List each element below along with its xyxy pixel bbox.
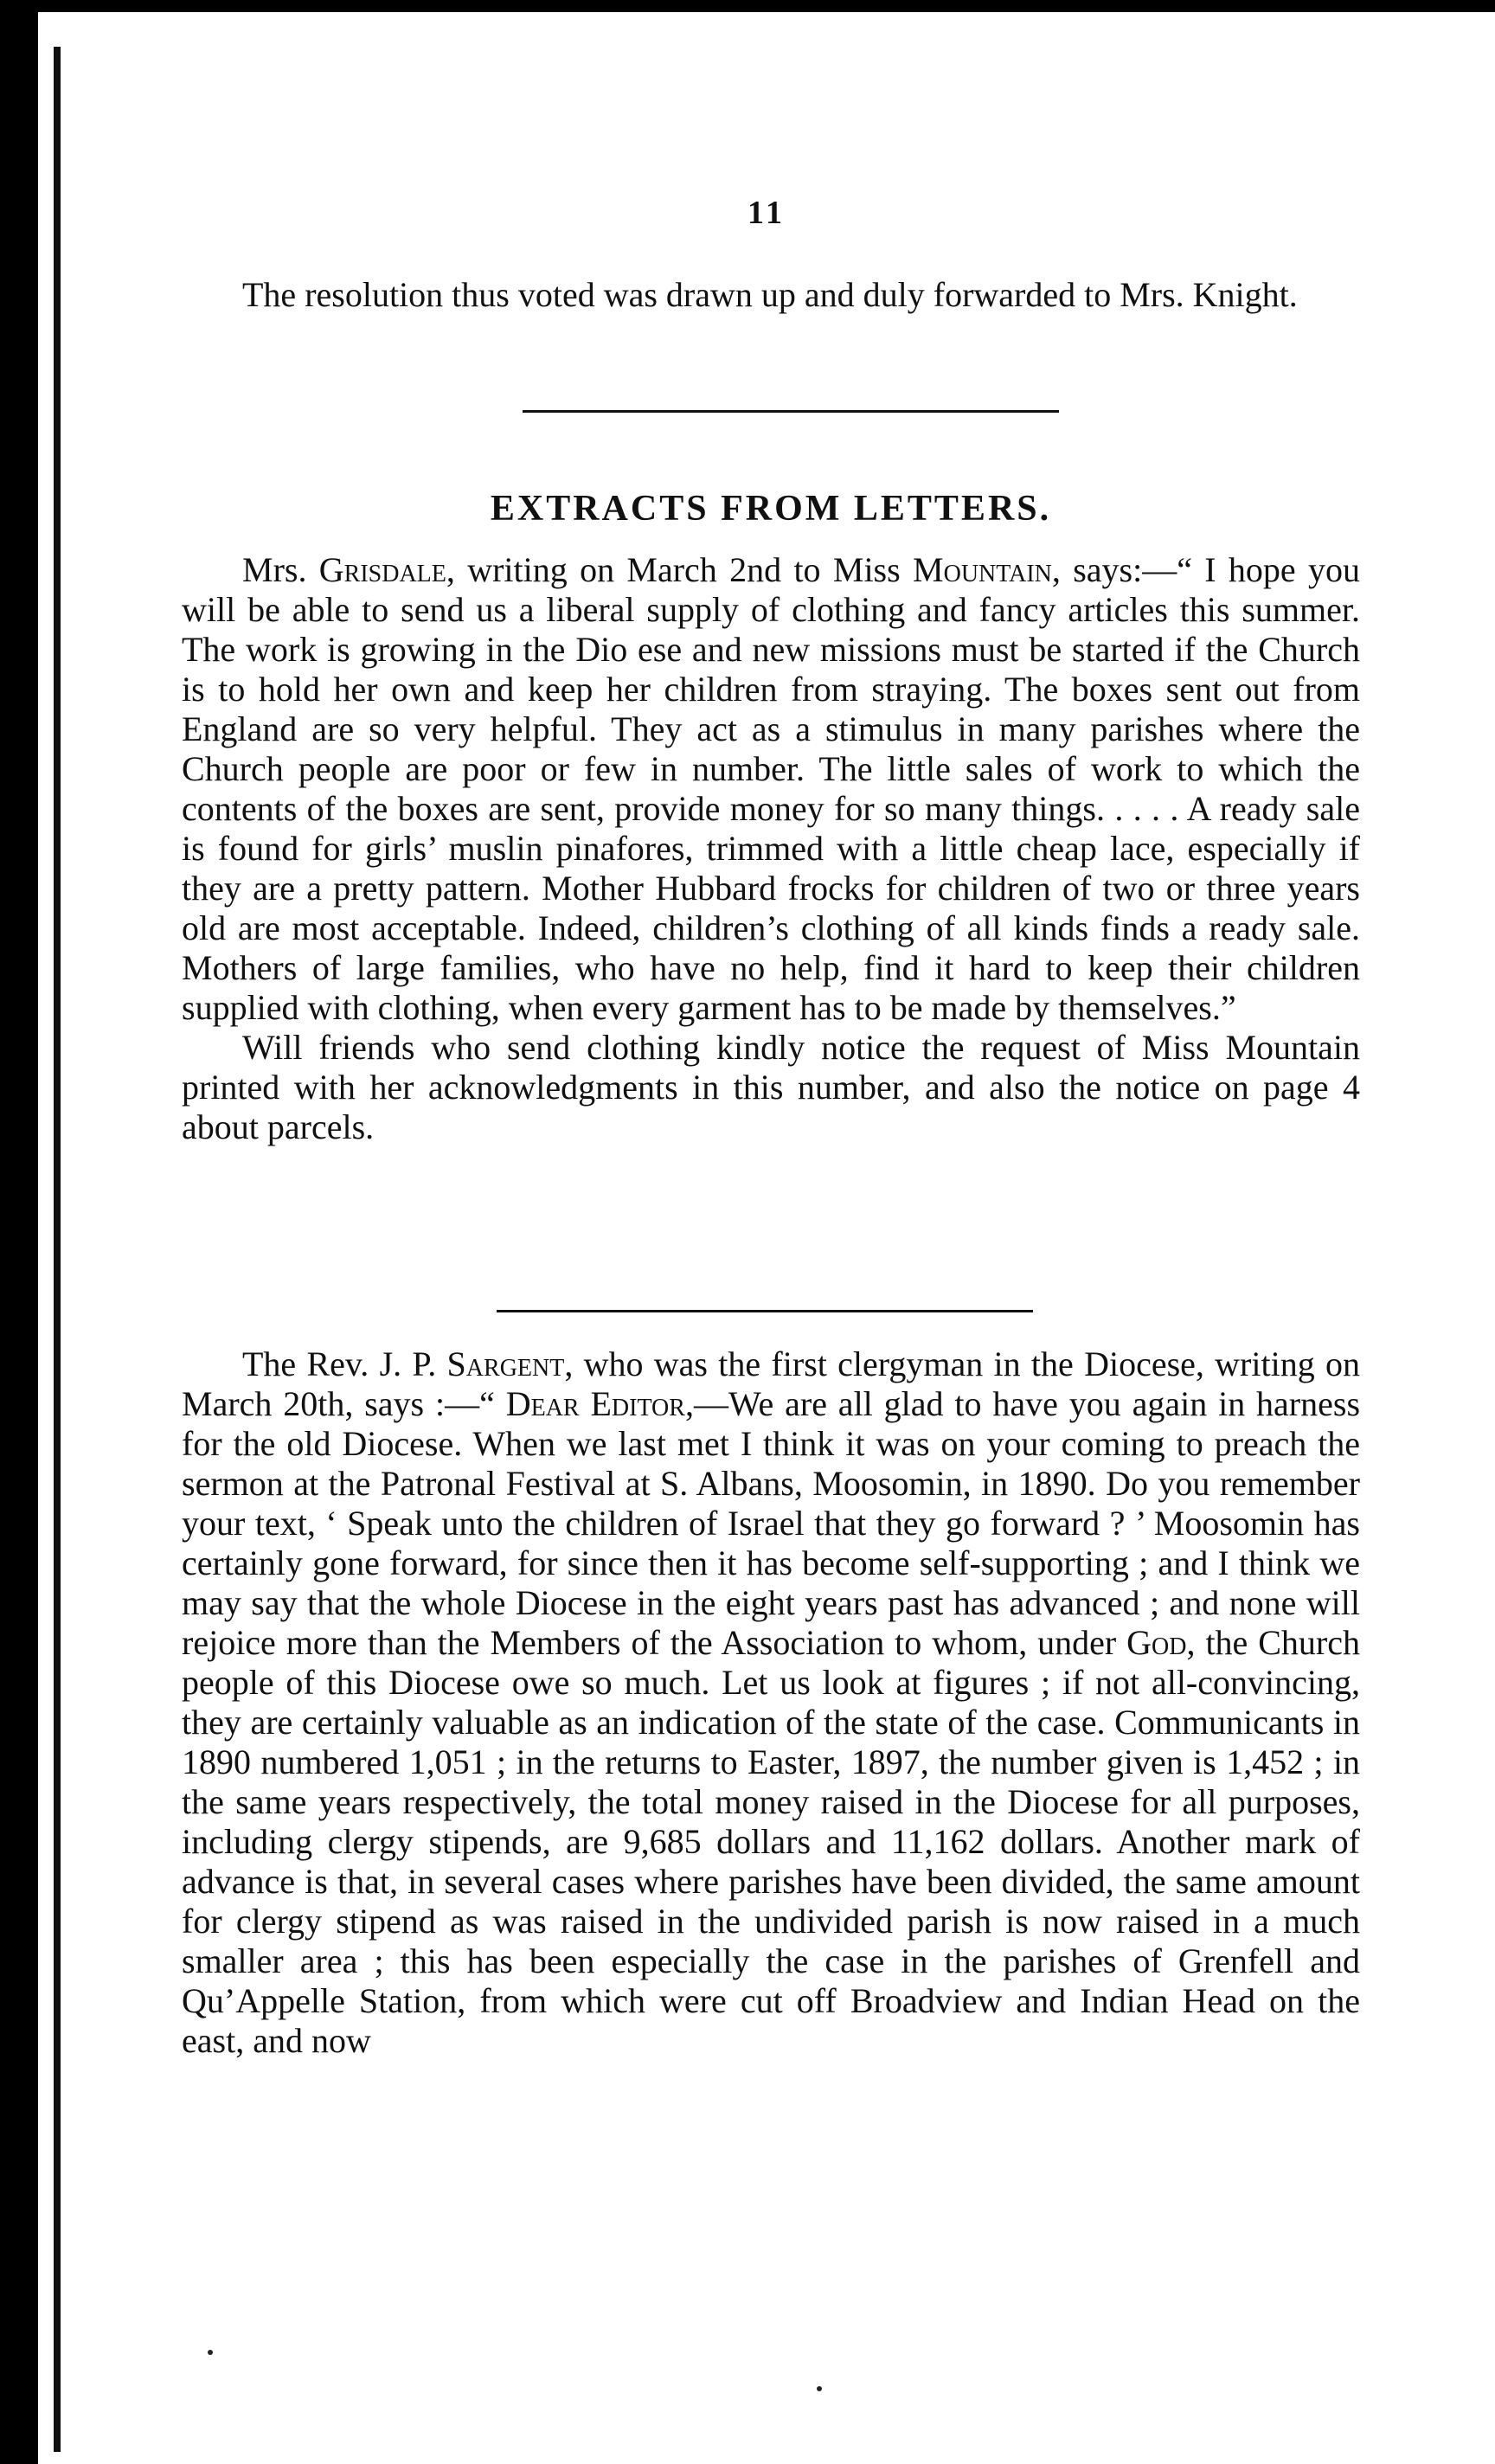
print-speck bbox=[208, 2350, 213, 2355]
letter-grisdale-paragraph bbox=[182, 550, 1360, 1028]
section-divider-rule bbox=[523, 410, 1059, 413]
letter-sargent-paragraph bbox=[182, 1344, 1360, 2061]
salutation: Dear Editor bbox=[505, 1384, 685, 1423]
text-run: , writing on March 2nd to Miss bbox=[446, 550, 914, 589]
section-heading: EXTRACTS FROM LETTERS. bbox=[490, 489, 1052, 529]
notice-paragraph: Will friends who send clothing kindly notice the request of Miss Mountain printed with her acknowledgments in this number, and also the notice on page 4 about parcels. bbox=[182, 1028, 1360, 1146]
correspondent-name: Sargent bbox=[446, 1344, 565, 1383]
binding-edge bbox=[54, 47, 61, 2452]
letter-sargent bbox=[182, 1344, 1360, 2061]
letter-grisdale bbox=[182, 550, 1360, 1147]
text-run: The Rev. J. P. bbox=[242, 1344, 447, 1383]
document-page bbox=[38, 12, 1495, 2464]
intro-text: The resolution thus voted was drawn up and duly forwarded to Mrs. Knight. bbox=[242, 275, 1298, 314]
text-run: , the Church people of this Diocese owe so much. Let us look at figures ; if not all-convincing, they are certainly valuable as an indication of the state of the case. Communicants in 1890 numbered 1,051 ; in the returns to Easter, 1897, the number given is 1,452 ; in the same years respectively, the total money raised in the Diocese for all purposes, including clergy stipends, are 9,685 dollars and 11,162 dollars. Another mark of advance is that, in several cases where parishes have been divided, the same amount for clergy stipend as was raised in the undivided parish is now raised in a much smaller area ; this has been especially the case in the parishes of Grenfell and Qu’Appelle Station, from which were cut off Broadview and Indian Head on the east, and now bbox=[182, 1623, 1360, 2060]
text-run: Mrs. bbox=[242, 550, 319, 589]
divine-name: God bbox=[1126, 1623, 1187, 1662]
recipient-name: Mountain bbox=[913, 550, 1052, 589]
page-number: 11 bbox=[748, 195, 786, 231]
correspondent-name: Grisdale bbox=[318, 550, 446, 589]
text-run: , says:—“ I hope you will be able to send us a liberal supply of clothing and fancy articles this summer. The work is growing in the Dio ese and new missions must be started if the Church is to hold her own and keep her children from straying. The boxes sent out from England are so very helpful. They act as a stimulus in many parishes where the Church people are poor or few in number. The little sales of work to which the contents of the boxes are sent, provide money for so many things. . . . . A ready sale is found for girls’ muslin pinafores, trimmed with a little cheap lace, especially if they are a pretty pattern. Mother Hubbard frocks for children of two or three years old are most acceptable. Indeed, children’s clothing of all kinds finds a ready sale. Mothers of large families, who have no help, find it hard to keep their children supplied with clothing, when every garment has to be made by themselves.” bbox=[182, 550, 1361, 1027]
intro-paragraph bbox=[182, 275, 1360, 315]
letter-divider-rule bbox=[497, 1310, 1033, 1312]
text-run: ,—We are all glad to have you again in harness for the old Diocese. When we last met I think it was on your coming to preach the sermon at the Patronal Festival at S. Albans, Moosomin, in 1890. Do you remember your text, ‘ Speak unto the children of Israel that they go forward ? ’ Moosomin has certainly gone forward, for since then it has become self-supporting ; and I think we may say that the whole Diocese in the eight years past has advanced ; and none will rejoice more than the Members of the Association to whom, under bbox=[182, 1384, 1361, 1662]
text-run: , who was the first clergyman in the Diocese, writing on March 20th, says :—“ bbox=[182, 1344, 1361, 1423]
print-speck bbox=[817, 2386, 822, 2391]
